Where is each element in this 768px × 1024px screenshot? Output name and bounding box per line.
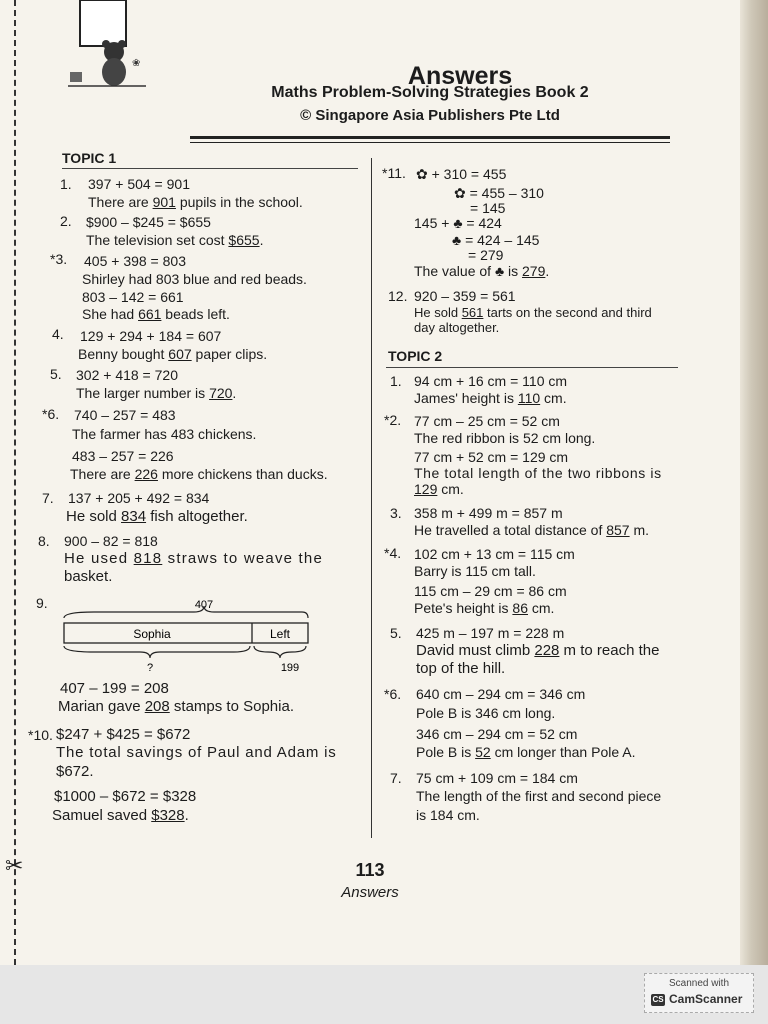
- topic-1-rule: [62, 168, 358, 169]
- question-number: 5.: [390, 625, 402, 641]
- question-number: *11.: [382, 165, 406, 181]
- answer-sentence: There are 901 pupils in the school.: [88, 194, 303, 210]
- topic-2-heading: TOPIC 2: [388, 348, 443, 364]
- answer-sentence: is 184 cm.: [416, 807, 480, 823]
- page-title: Answers: [407, 62, 513, 90]
- scissors-icon: ✂: [5, 853, 24, 878]
- answer-sentence: The television set cost $655.: [86, 232, 264, 248]
- bear-logo-icon: [62, 0, 152, 96]
- question-number: *10.: [28, 727, 53, 743]
- answer-working: $1000 – $672 = $328: [54, 788, 197, 805]
- topic-2-rule: [386, 367, 678, 368]
- footer-label: Answers: [341, 884, 399, 901]
- question-number: 1.: [390, 373, 402, 389]
- question-number: *6.: [42, 406, 60, 422]
- answer-working: 115 cm – 29 cm = 86 cm: [414, 583, 567, 599]
- answer-sentence: James' height is 110 cm.: [414, 390, 567, 406]
- answer-sentence: There are 226 more chickens than ducks.: [70, 466, 328, 482]
- answer-sentence: The farmer has 483 chickens.: [72, 426, 257, 442]
- question-number: 2.: [60, 213, 72, 229]
- answer-sentence: David must climb 228 m to reach the: [416, 642, 660, 659]
- answer-working: 77 cm – 25 cm = 52 cm: [414, 413, 560, 429]
- question-number: *4.: [384, 545, 402, 561]
- answer-sentence: Benny bought 607 paper clips.: [78, 346, 268, 362]
- question-number: 7.: [42, 490, 54, 506]
- header-rule: [190, 136, 670, 139]
- answer-sentence: Samuel saved $328.: [52, 807, 189, 824]
- answer-sentence: 129 cm.: [414, 481, 464, 497]
- answer-working: 302 + 418 = 720: [76, 367, 178, 383]
- answer-sentence: Pole B is 52 cm longer than Pole A.: [416, 744, 636, 760]
- model-part-left: Left: [269, 627, 291, 641]
- answer-sentence: The red ribbon is 52 cm long.: [414, 430, 596, 446]
- answer-working: 102 cm + 13 cm = 115 cm: [414, 546, 575, 562]
- column-divider: [371, 158, 372, 838]
- answer-sentence: The length of the first and second piece: [416, 788, 662, 804]
- question-number: 8.: [38, 533, 50, 549]
- answer-working: 407 – 199 = 208: [60, 680, 169, 697]
- publisher-line: © Singapore Asia Publishers Pte Ltd: [300, 107, 560, 124]
- question-number: 4.: [52, 326, 64, 342]
- answer-working: 740 – 257 = 483: [74, 407, 176, 423]
- answer-sentence: He sold 834 fish altogether.: [66, 508, 248, 525]
- answer-working: ✿ + 310 = 455: [416, 166, 507, 182]
- question-number: 7.: [390, 770, 402, 786]
- answer-working: 920 – 359 = 561: [414, 288, 516, 304]
- answer-sentence: Pete's height is 86 cm.: [414, 600, 555, 616]
- question-number: *6.: [384, 686, 402, 702]
- answer-working: $247 + $425 = $672: [56, 726, 191, 743]
- svg-text:❀: ❀: [132, 58, 141, 69]
- answer-working: ✿ = 455 – 310: [454, 185, 544, 201]
- topic-1-heading: TOPIC 1: [62, 150, 117, 166]
- cut-line: [14, 0, 16, 965]
- model-known: 199: [280, 662, 300, 674]
- answer-working: 425 m – 197 m = 228 m: [416, 625, 565, 641]
- book-page-edge: [740, 0, 768, 965]
- answer-working: 94 cm + 16 cm = 110 cm: [414, 373, 568, 389]
- question-number: 5.: [50, 366, 62, 382]
- answer-sentence: The total length of the two ribbons is: [414, 465, 662, 481]
- answer-sentence: The total savings of Paul and Adam is: [56, 744, 337, 761]
- answer-sentence: top of the hill.: [416, 660, 506, 677]
- watermark-caption: Scanned with: [668, 978, 730, 989]
- answer-sentence: He used 818 straws to weave the: [64, 550, 324, 567]
- answer-working: 346 cm – 294 cm = 52 cm: [416, 726, 578, 742]
- page-number: 113: [355, 860, 385, 880]
- answer-sentence: basket.: [64, 568, 113, 585]
- answer-working: 640 cm – 294 cm = 346 cm: [416, 686, 586, 702]
- answer-working: 405 + 398 = 803: [84, 253, 186, 269]
- header-rule-thin: [190, 142, 670, 143]
- answer-working: 900 – 82 = 818: [64, 533, 158, 549]
- answer-sentence: Pole B is 346 cm long.: [416, 705, 556, 721]
- answer-working: 75 cm + 109 cm = 184 cm: [416, 770, 578, 786]
- answer-working: 145 + ♣ = 424: [414, 215, 502, 231]
- camscanner-watermark: [644, 973, 754, 1013]
- answer-working: 137 + 205 + 492 = 834: [68, 490, 210, 506]
- model-unknown: ?: [146, 662, 154, 674]
- camscanner-logo-icon: CS: [652, 995, 664, 1004]
- answer-sentence: Barry is 115 cm tall.: [414, 563, 536, 579]
- answer-working: 358 m + 499 m = 857 m: [414, 505, 563, 521]
- answer-working: 397 + 504 = 901: [88, 176, 190, 192]
- answer-sentence: He travelled a total distance of 857 m.: [414, 522, 650, 538]
- question-number: 1.: [60, 176, 72, 192]
- question-number: *2.: [384, 412, 402, 428]
- answer-working: 129 + 294 + 184 = 607: [80, 328, 222, 344]
- answer-sentence: He sold 561 tarts on the second and third: [414, 305, 652, 320]
- bar-model-diagram: [54, 596, 344, 676]
- question-number: 9.: [36, 595, 48, 611]
- model-total-label: 407: [194, 599, 214, 611]
- answer-working: = 145: [470, 200, 506, 216]
- answer-sentence: Marian gave 208 stamps to Sophia.: [58, 698, 294, 715]
- model-part-sophia: Sophia: [133, 627, 171, 641]
- answer-sentence: Shirley had 803 blue and red beads.: [82, 271, 307, 287]
- answer-sentence: She had 661 beads left.: [82, 306, 230, 322]
- watermark-app-name: CamScanner: [669, 992, 743, 1006]
- answer-working: 483 – 257 = 226: [72, 448, 174, 464]
- answer-sentence: The value of ♣ is 279.: [414, 263, 550, 279]
- answer-working: $900 – $245 = $655: [86, 214, 211, 230]
- book-subtitle: Maths Problem-Solving Strategies Book 2: [271, 84, 589, 101]
- answer-working: 77 cm + 52 cm = 129 cm: [414, 449, 569, 465]
- question-number: *3.: [50, 251, 68, 267]
- answer-working: ♣ = 424 – 145: [452, 232, 540, 248]
- answer-sentence: day altogether.: [414, 320, 500, 335]
- answer-sentence: $672.: [56, 763, 94, 780]
- answer-working: = 279: [468, 247, 504, 263]
- question-number: 3.: [390, 505, 402, 521]
- question-number: 12.: [388, 288, 408, 304]
- answer-working: 803 – 142 = 661: [82, 289, 184, 305]
- answer-sentence: The larger number is 720.: [76, 385, 237, 401]
